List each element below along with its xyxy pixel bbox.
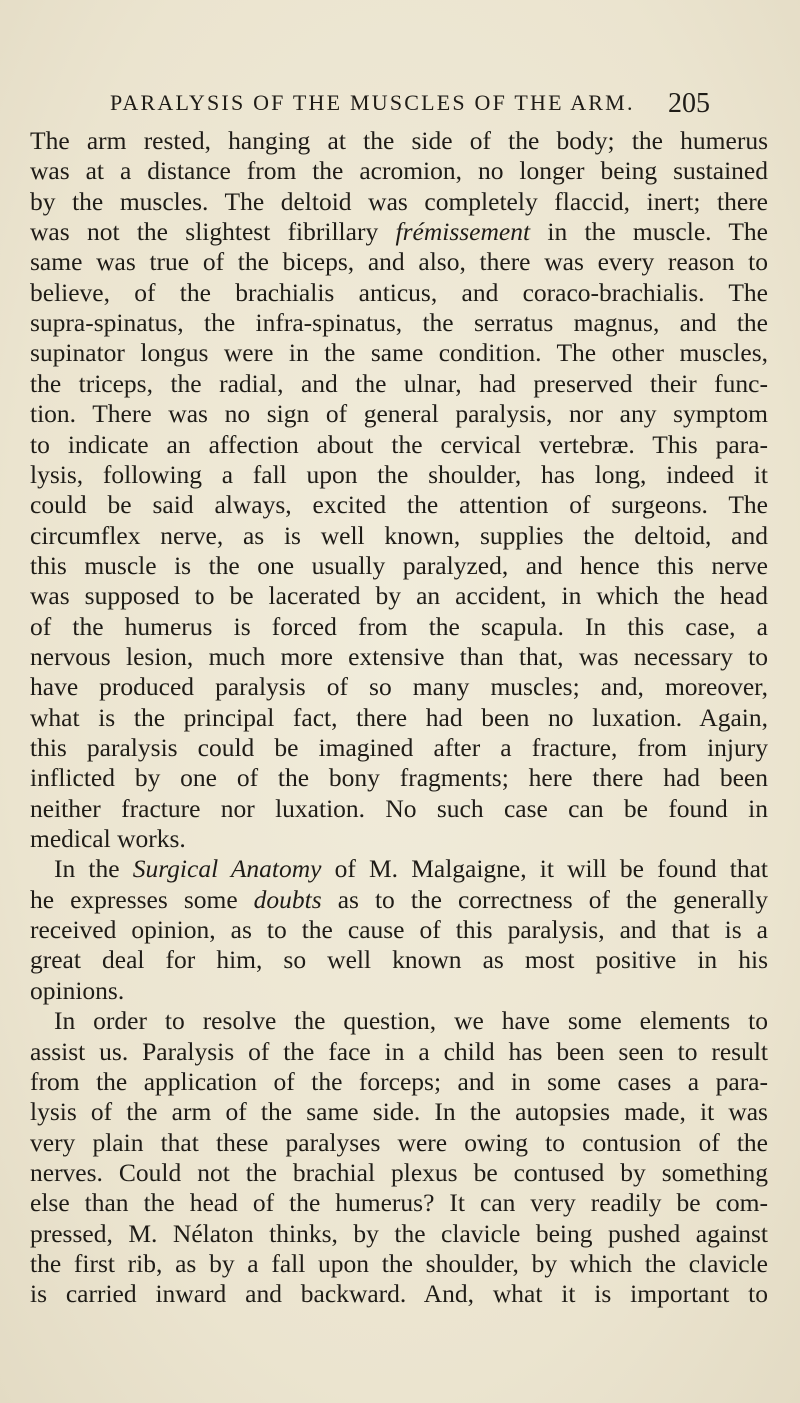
text-line [30,156,768,186]
text-segment: in the muscle. The [530,217,769,247]
text-line [30,187,768,217]
text-line [30,247,768,277]
text-line [30,945,768,975]
text-segment: could be said always, excited the attention of surgeons. The [30,490,768,520]
text-line [30,551,768,581]
text-segment: nervous lesion, much more extensive than that, was necessary to [30,641,768,671]
text-line [30,1158,768,1188]
text-line [30,521,768,551]
text-line [30,430,768,460]
text-segment: very plain that these paralyses were owing to contusion of the [30,1127,768,1157]
text-line [54,1006,768,1036]
text-segment: was supposed to be lacerated by an accident, in which the head [30,581,768,611]
text-line [30,763,768,793]
text-line [30,703,768,733]
text-segment: by the muscles. The deltoid was completely flaccid, inert; there [30,186,768,216]
text-segment: same was true of the biceps, and also, there was every reason to [30,247,768,277]
text-segment: received opinion, as to the cause of this paralysis, and that is a [30,915,768,945]
text-line [54,854,768,884]
text-line [30,338,768,368]
text-segment: tion. There was no sign of general paralysis, nor any symptom [30,399,768,429]
text-line [30,1037,768,1067]
text-segment: medical works. [30,824,186,854]
text-segment: supra-spinatus, the infra-spinatus, the serratus magnus, and the [30,308,768,338]
text-segment: to indicate an affection about the cervical vertebræ. This para- [30,429,768,459]
italic-text: Surgical Anatomy [132,854,322,884]
text-segment: have produced paralysis of so many muscles; and, moreover, [30,672,768,702]
text-segment: he expresses some [30,884,254,914]
text-segment: lysis, following a fall upon the shoulder, has long, indeed it [30,459,768,489]
text-segment: lysis of the arm of the same side. In the autopsies made, it was [30,1097,768,1127]
text-line [30,1279,768,1309]
text-segment: what is the principal fact, there had been no luxation. Again, [30,702,768,732]
text-line [30,1249,768,1279]
text-line [30,581,768,611]
page-header [110,88,710,122]
text-line [30,612,768,642]
text-segment: as to the correctness of the generally [321,884,768,914]
text-segment: of M. Malgaigne, it will be found that [321,854,768,884]
text-segment: In order to resolve the question, we have some elements to [54,1006,768,1036]
text-segment: believe, of the brachialis anticus, and coraco-brachialis. The [30,277,768,307]
text-segment: this muscle is the one usually paralyzed, and hence this nerve [30,550,768,580]
text-line [30,278,768,308]
text-segment: assist us. Paralysis of the face in a child has been seen to result [30,1036,768,1066]
text-segment: neither fracture nor luxation. No such case can be found in [30,793,768,823]
text-line [30,794,768,824]
text-segment: pressed, M. Nélaton thinks, by the clavicle being pushed against [30,1218,768,1248]
text-segment: In the [54,854,133,884]
text-segment: is carried inward and backward. And, what it is important to [30,1279,768,1309]
text-segment: The arm rested, hanging at the side of the body; the humerus [30,126,768,155]
text-segment: supinator longus were in the same condition. The other muscles, [30,338,768,368]
text-segment: the first rib, as by a fall upon the shoulder, by which the clavicle [30,1248,768,1278]
text-line [30,308,768,338]
text-segment: else than the head of the humerus? It can very readily be com- [30,1188,768,1218]
text-segment: was not the slightest fibrillary [30,217,396,247]
text-segment: inflicted by one of the bony fragments; here there had been [30,763,768,793]
text-line [30,1219,768,1249]
text-line [30,1067,768,1097]
text-line [30,399,768,429]
italic-text: frémissement [395,217,531,247]
text-line [30,824,768,854]
text-line [30,1188,768,1218]
text-segment: of the humerus is forced from the scapula. In this case, a [30,611,768,641]
text-line [30,460,768,490]
text-line [30,885,768,915]
running-head: PARALYSIS OF THE MUSCLES OF THE ARM. [110,90,635,115]
italic-text: doubts [253,884,322,914]
text-line [30,642,768,672]
text-line [30,672,768,702]
text-segment: this paralysis could be imagined after a fracture, from injury [30,733,768,762]
text-segment: was at a distance from the acromion, no longer being sustained [30,156,768,186]
text-segment: from the application of the forceps; and in some cases a para- [30,1066,768,1096]
text-segment: opinions. [30,975,125,1005]
text-line [30,369,768,399]
text-segment: great deal for him, so well known as most positive in his [30,945,768,975]
text-line [30,915,768,945]
text-line [30,733,768,763]
page-number: 205 [668,88,710,119]
text-segment: circumflex nerve, as is well known, supplies the deltoid, and [30,520,768,550]
text-line [30,490,768,520]
text-segment: nerves. Could not the brachial plexus be contused by something [30,1157,768,1187]
text-line [30,1097,768,1127]
text-line [30,126,768,156]
text-line [30,1128,768,1158]
text-segment: the triceps, the radial, and the ulnar, had preserved their func- [30,368,768,398]
text-line [30,217,768,247]
text-line [30,976,768,1006]
